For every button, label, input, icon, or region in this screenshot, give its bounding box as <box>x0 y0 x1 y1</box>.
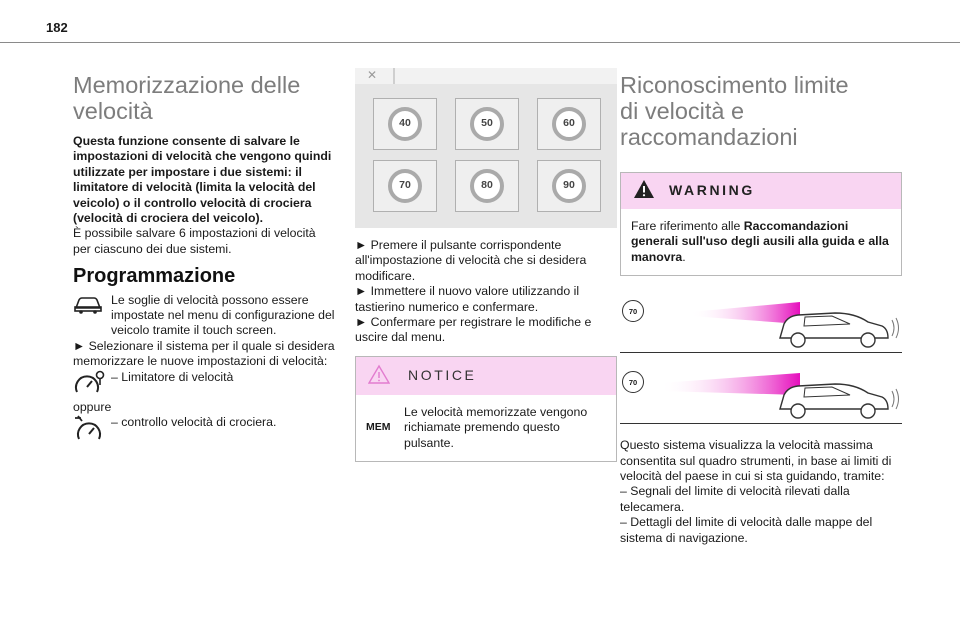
topbar-divider <box>393 68 395 84</box>
settings-text: Le soglie di velocità possono essere impostate nel menu di configurazione del veicolo tramite il touch screen. <box>111 292 335 338</box>
column-touchscreen <box>355 70 617 462</box>
map-navigation-illustration <box>620 367 902 424</box>
speed-sign-icon: 50 <box>470 107 504 141</box>
speed-preset-button[interactable] <box>537 98 601 150</box>
speed-sign-icon: 90 <box>552 169 586 203</box>
warning-triangle-icon <box>633 179 655 203</box>
speed-sign-icon: 80 <box>470 169 504 203</box>
camera-detection-illustration <box>620 296 902 353</box>
car-settings-icon <box>73 293 111 321</box>
column-speed-recognition <box>620 70 902 546</box>
cruise-row <box>73 415 335 443</box>
page-number: 182 <box>46 20 68 35</box>
settings-row <box>73 293 335 339</box>
step-select-system: ► Selezionare il sistema per il quale si desidera memorizzare le nuove impostazioni di velocità: <box>73 338 335 369</box>
speed-preset-button[interactable] <box>373 160 437 212</box>
car-icon <box>780 313 899 347</box>
limiter-row <box>73 370 335 398</box>
warning-text-post: . <box>682 249 686 264</box>
speed-sign-icon: 60 <box>552 107 586 141</box>
step-confirm: ► Confermare per registrare le modifiche e uscire dal menu. <box>355 315 592 345</box>
car-icon <box>780 384 899 418</box>
warning-text-bold: Raccomandazioni generali sull'uso degli ausili alla guida e alla manovra <box>631 219 889 264</box>
speedometer-cruise-icon <box>73 415 111 443</box>
speed-preset-button[interactable] <box>373 98 437 150</box>
speed-presets-screen <box>355 68 617 228</box>
notice-label: NOTICE <box>408 367 477 384</box>
warning-text-pre: Fare riferimento alle <box>631 219 744 233</box>
speedometer-limiter-icon <box>73 370 111 398</box>
speed-preset-button[interactable] <box>455 98 519 150</box>
speed-sign-icon: 40 <box>388 107 422 141</box>
or-text: oppure <box>73 399 112 414</box>
warning-label: WARNING <box>669 182 755 199</box>
notice-body <box>356 395 616 461</box>
warning-header <box>621 173 901 209</box>
notice-box <box>355 356 617 462</box>
mem-button-icon: MEM <box>366 421 391 434</box>
recognition-item-camera: – Segnali del limite di velocità rilevati dalla telecamera. <box>620 484 850 514</box>
warning-box <box>620 172 902 276</box>
speed-sign-icon: 70 <box>388 169 422 203</box>
close-icon[interactable]: ✕ <box>367 68 378 82</box>
speed-sign-icon: 70 <box>622 371 644 393</box>
notice-text: Le velocità memorizzate vengono richiamate premendo questo pulsante. <box>404 404 588 450</box>
step-enter-value: ► Immettere il nuovo valore utilizzando il tastierino numerico e confermare. <box>355 284 580 314</box>
warning-body <box>621 209 901 275</box>
speed-sign-icon: 70 <box>622 300 644 322</box>
recognition-body: Questo sistema visualizza la velocità massima consentita sul quadro strumenti, in base ai limiti di velocità del paese in cui si sta guidando, tramite: <box>620 438 892 484</box>
notice-header <box>356 357 616 395</box>
intro-text: È possibile salvare 6 impostazioni di velocità per ciascuno dei due sistemi. <box>73 226 316 256</box>
intro-bold: Questa funzione consente di salvare le impostazioni di velocità che vengono quindi utilizzate per impostare i due sistemi: il limitatore di velocità (limita la velocità del veicolo) o il controllo velocità di crociera (velocità di crociera del veicolo). <box>73 134 332 226</box>
section-title-memorization: Memorizzazione delle velocità <box>73 72 301 124</box>
step-press-button: ► Premere il pulsante corrispondente all'impostazione di velocità che si desidera modificare. <box>355 238 587 283</box>
header-rule <box>0 42 960 43</box>
notice-triangle-icon <box>368 364 390 388</box>
cruise-label: – controllo velocità di crociera. <box>111 415 277 430</box>
speed-preset-button[interactable] <box>537 160 601 212</box>
column-speed-memorization <box>73 70 335 443</box>
section-title-recognition: Riconoscimento limite di velocità e raccomandazioni <box>620 72 849 150</box>
section-title-programming: Programmazione <box>73 265 236 288</box>
limiter-label: – Limitatore di velocità <box>111 369 234 384</box>
recognition-item-maps: – Dettagli del limite di velocità dalle mappe del sistema di navigazione. <box>620 515 873 545</box>
speed-preset-button[interactable] <box>455 160 519 212</box>
